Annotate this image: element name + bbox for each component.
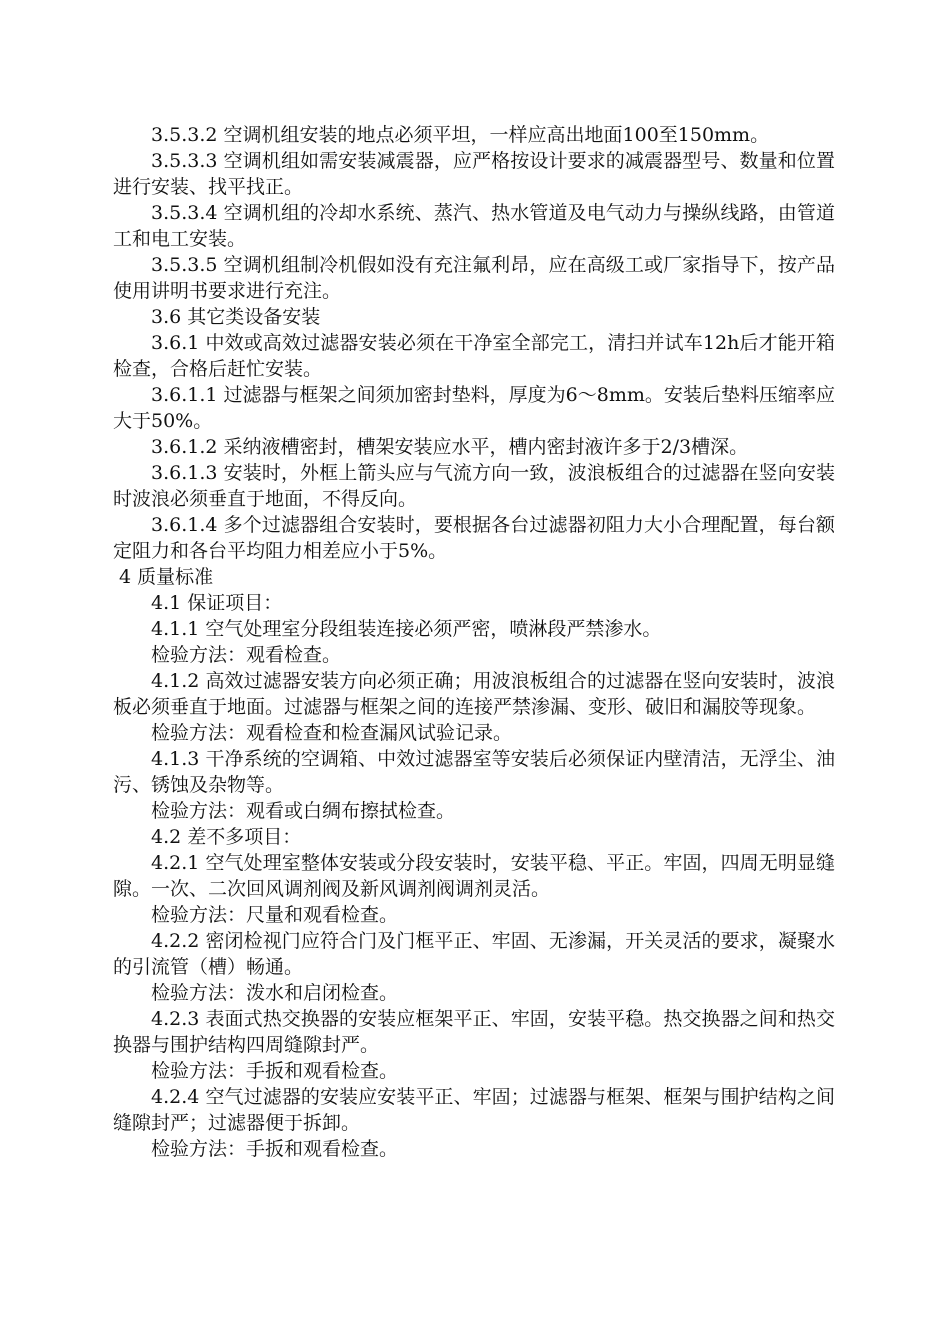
inspection-method: 检验方法：手扳和观看检查。 bbox=[151, 1138, 399, 1160]
section-heading-4-2: 4.2 差不多项目： bbox=[151, 826, 302, 848]
paragraph-3-5-3-2: 3.5.3.2 空调机组安装的地点必须平坦，一样应高出地面100至150mm。 bbox=[151, 124, 770, 146]
paragraph-3-6-1-2: 3.6.1.2 采纳液槽密封，槽架安装应水平，槽内密封液许多于2/3槽深。 bbox=[151, 436, 749, 458]
inspection-method: 检验方法：观看检查。 bbox=[151, 644, 342, 666]
paragraph-4-1-3: 4.1.3 干净系统的空调箱、中效过滤器室等安装后必须保证内壁清洁，无浮尘、油污、锈蚀及杂物等。 bbox=[113, 748, 835, 796]
paragraph-4-1-1: 4.1.1 空气处理室分段组装连接必须严密，喷淋段严禁渗水。 bbox=[151, 618, 662, 640]
inspection-method: 检验方法：泼水和启闭检查。 bbox=[151, 982, 399, 1004]
paragraph-4-2-2: 4.2.2 密闭检视门应符合门及门框平正、牢固、无渗漏，开关灵活的要求，凝聚水的引流管（槽）畅通。 bbox=[113, 930, 835, 978]
section-heading-3-6: 3.6 其它类设备安装 bbox=[151, 306, 321, 328]
inspection-method: 检验方法：尺量和观看检查。 bbox=[151, 904, 399, 926]
inspection-method: 检验方法：观看或白绸布擦拭检查。 bbox=[151, 800, 456, 822]
paragraph-3-6-1-1: 3.6.1.1 过滤器与框架之间须加密封垫料，厚度为6～8mm。安装后垫料压缩率应大于50%。 bbox=[113, 384, 835, 432]
paragraph-3-5-3-4: 3.5.3.4 空调机组的冷却水系统、蒸汽、热水管道及电气动力与操纵线路，由管道工和电工安装。 bbox=[113, 202, 835, 250]
paragraph-3-6-1-3: 3.6.1.3 安装时，外框上箭头应与气流方向一致，波浪板组合的过滤器在竖向安装时波浪必须垂直于地面，不得反向。 bbox=[113, 462, 835, 510]
paragraph-4-2-4: 4.2.4 空气过滤器的安装应安装平正、牢固；过滤器与框架、框架与围护结构之间缝隙封严；过滤器便于拆卸。 bbox=[113, 1086, 835, 1134]
inspection-method: 检验方法：手扳和观看检查。 bbox=[151, 1060, 399, 1082]
document-body bbox=[113, 122, 835, 1162]
paragraph-4-2-1: 4.2.1 空气处理室整体安装或分段安装时，安装平稳、平正。牢固，四周无明显缝隙。一次、二次回风调剂阀及新风调剂阀调剂灵活。 bbox=[113, 852, 835, 900]
paragraph-4-1-2: 4.1.2 高效过滤器安装方向必须正确；用波浪板组合的过滤器在竖向安装时，波浪板必须垂直于地面。过滤器与框架之间的连接严禁渗漏、变形、破旧和漏胶等现象。 bbox=[113, 670, 835, 718]
paragraph-3-6-1-4: 3.6.1.4 多个过滤器组合安装时，要根据各台过滤器初阻力大小合理配置，每台额定阻力和各台平均阻力相差应小于5%。 bbox=[113, 514, 835, 562]
section-heading-4-1: 4.1 保证项目： bbox=[151, 592, 283, 614]
paragraph-4-2-3: 4.2.3 表面式热交换器的安装应框架平正、牢固，安装平稳。热交换器之间和热交换器与围护结构四周缝隙封严。 bbox=[113, 1008, 835, 1056]
paragraph-3-5-3-3: 3.5.3.3 空调机组如需安装减震器，应严格按设计要求的减震器型号、数量和位置进行安装、找平找正。 bbox=[113, 150, 835, 198]
section-heading-4: 4 质量标准 bbox=[119, 566, 214, 588]
inspection-method: 检验方法：观看检查和检查漏风试验记录。 bbox=[151, 722, 513, 744]
paragraph-3-6-1: 3.6.1 中效或高效过滤器安装必须在干净室全部完工，清扫并试车12h后才能开箱检查，合格后赶忙安装。 bbox=[113, 332, 835, 380]
paragraph-3-5-3-5: 3.5.3.5 空调机组制冷机假如没有充注氟利昂，应在高级工或厂家指导下，按产品使用讲明书要求进行充注。 bbox=[113, 254, 835, 302]
